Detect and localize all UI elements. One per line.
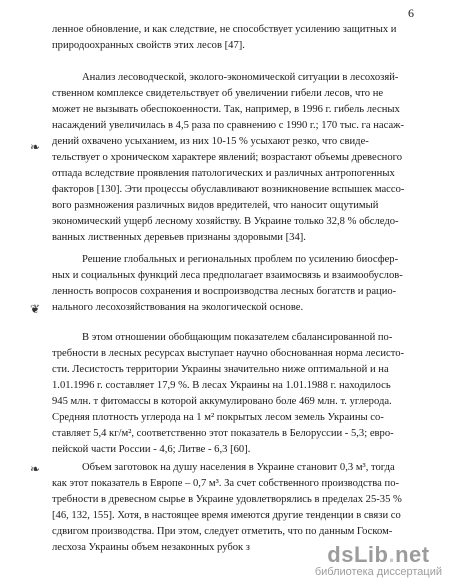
text-line: Средняя плотность углерода на 1 м² покрытых лесом земель Украины со-	[52, 412, 384, 423]
text-line: сти. Лесистость территории Украины значительно ниже оптимальной и на	[52, 364, 389, 375]
text-line: 945 млн. т фитомассы в которой аккумулировано боле 469 млн. т. углерода.	[52, 396, 392, 407]
text-line: нального лесохозяйствования на экологической основе.	[52, 302, 304, 313]
text-line: вого размножения различных видов вредителей, что наносит ощутимый	[52, 200, 379, 211]
text-line: как этот показатель в Европе – 0,7 м³. За счет собственного производства по-	[52, 478, 400, 489]
margin-mark-icon: ❧	[30, 462, 41, 476]
text-line: ственном комплексе свидетельствует об увеличении гибели лесов, что не	[52, 88, 384, 99]
text-line: дений охвачено усыханием, из них 10-15 % усыхают резко, что свиде-	[52, 136, 369, 147]
text-line: лесхоза Украины объем незаконных рубок з	[52, 542, 250, 553]
text-line: [46, 132, 155]. Хотя, в настоящее время имеются другие тенденции в связи со	[52, 510, 401, 521]
text-line: экономический ущерб лесному хозяйству. В Украине только 32,8 % обследо-	[52, 216, 399, 227]
logo-tld: net	[395, 542, 430, 567]
text-line: может не вызывать обеспокоенности. Так, например, в 1996 г. гибель лесных	[52, 104, 400, 115]
text-line: пейской части России - 4,6; Литве - 6,3 [60].	[52, 444, 251, 455]
text-line: насаждений увеличилась в 4,5 раза по сравнению с 1990 г.; 170 тыс. га насаж-	[52, 120, 405, 131]
text-line: Решение глобальных и региональных проблем по усилению биосфер-	[82, 254, 399, 265]
text-line: сдвигом производства. При этом, следует отметить, что по данным Госком-	[52, 526, 393, 537]
text-line: ванных лиственных деревьев признаны здоровыми [34].	[52, 232, 306, 243]
text-line: отпада вследствие проявления патологических и различных антропогенных	[52, 168, 395, 179]
text-line: требности в лесных ресурсах выступает научно обоснованная норма лесисто-	[52, 348, 405, 359]
text-line: природоохранных свойств этих лесов [47].	[52, 40, 245, 51]
watermark-subtitle: библиотека диссертаций	[314, 566, 442, 578]
text-line: В этом отношении обобщающим показателем сбалансированной по-	[82, 332, 393, 343]
paragraph-2	[52, 70, 424, 246]
text-line: ленное обновление, и как следствие, не способствует усилению защитных и	[52, 24, 397, 35]
paragraph-1	[52, 22, 424, 54]
text-line: требности в древесном сырье в Украине удовлетворялись в пределах 25-35 %	[52, 494, 402, 505]
logo-dot: .	[388, 542, 396, 567]
text-line: 1.01.1996 г. составляет 17,9 %. В лесах Украины на 1.01.1988 г. находилось	[52, 380, 391, 391]
watermark[interactable]	[315, 542, 442, 578]
text-line: тельствует о хроническом характере явлений; возрастают объемы древесного	[52, 152, 402, 163]
text-line: ставляет 5,4 кг/м², соответственно этот показатель в Белоруссии - 5,3; евро-	[52, 428, 394, 439]
text-line: факторов [130]. Эти процессы обуславливают возникновение вспышек массо-	[52, 184, 405, 195]
margin-mark-icon: ❦	[30, 302, 41, 316]
paragraph-3	[52, 252, 424, 316]
paragraph-4	[52, 330, 424, 458]
text-line: Анализ лесоводческой, эколого-экономической ситуации в лесохозяй-	[82, 72, 399, 83]
logo-main: dsLib	[327, 542, 389, 567]
watermark-logo	[315, 542, 442, 568]
page-number: 6	[408, 6, 414, 20]
text-line: Объем заготовок на душу населения в Украине становит 0,3 м³, тогда	[82, 462, 395, 473]
text-line: ленность вопросов сохранения и воспроизводства лесных богатств и рацио-	[52, 286, 397, 297]
text-line: ных и социальных функций леса предполагает взаимосвязь и взаимообуслов-	[52, 270, 403, 281]
margin-mark-icon: ❧	[30, 140, 41, 154]
